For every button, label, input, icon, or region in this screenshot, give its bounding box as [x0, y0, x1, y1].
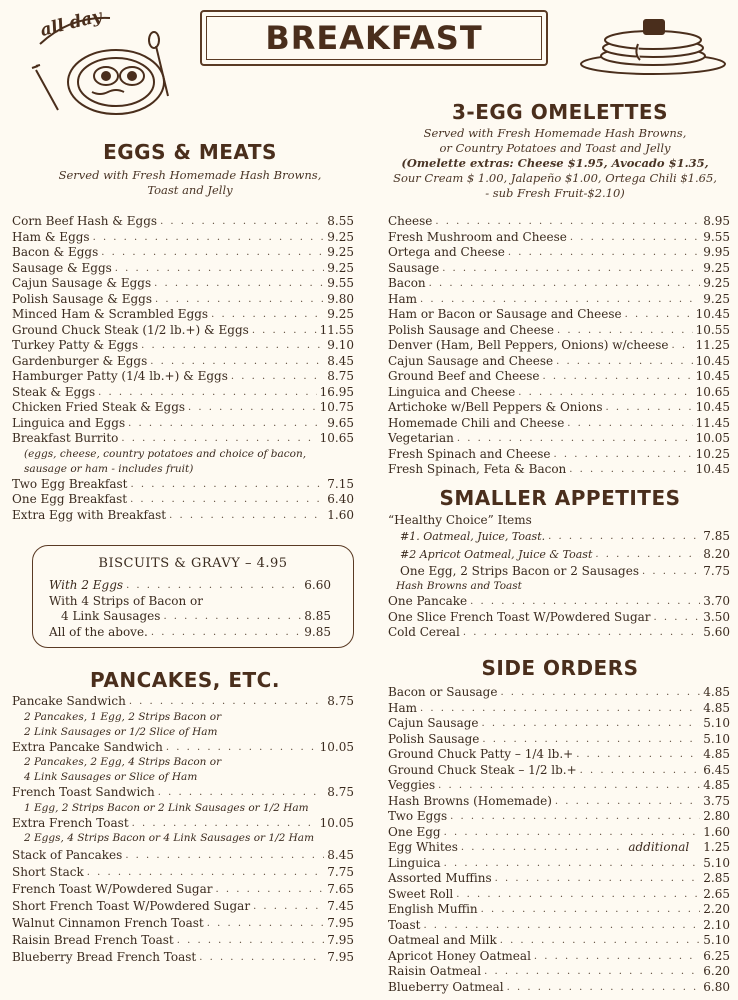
menu-item: Hash Browns (Homemade) . . . 3.75 [388, 794, 730, 810]
item-note: 1 Egg, 2 Strips Bacon or 2 Link Sausages or 1/2 Ham [24, 801, 309, 814]
menu-item: Ground Chuck Steak – 1/2 lb.+ . . . 6.45 [388, 763, 730, 779]
menu-item: Homemade Chili and Cheese . . . 11.45 [388, 416, 730, 432]
menu-item: Extra French Toast . . . 10.05 [12, 816, 354, 832]
omelettes-subtitle: Served with Fresh Homemade Hash Browns, or Country Potatoes and Toast and Jelly (Omelette extras: Cheese $1.95, Avocado $1.35, Sour Cream $ 1.00, Jalapeño $1.00, Ortega Chili $1.65, - sub Fresh Fruit-$2.10) [393, 126, 717, 200]
omelettes-title: 3-EGG OMELETTES [452, 100, 668, 124]
menu-item: Extra Pancake Sandwich . . . 10.05 [12, 740, 354, 756]
menu-item: Chicken Fried Steak & Eggs . . . 10.75 [12, 400, 354, 416]
burrito-note: (eggs, cheese, country potatoes and choice of bacon, [24, 447, 307, 460]
menu-item: Denver (Ham, Bell Peppers, Onions) w/cheese . . . 11.25 [388, 338, 730, 354]
menu-item: Gardenburger & Eggs . . . 8.45 [12, 354, 354, 370]
menu-item: Ground Beef and Cheese . . . 10.45 [388, 369, 730, 385]
item-note: 4 Link Sausages or Slice of Ham [24, 771, 198, 783]
menu-item: Fresh Spinach and Cheese . . . 10.25 [388, 447, 730, 463]
menu-item: One Egg, 2 Strips Bacon or 2 Sausages . . . 7.75 [388, 562, 730, 579]
menu-item: Raisin Oatmeal . . . 6.20 [388, 964, 730, 980]
menu-item: Hamburger Patty (1/4 lb.+) & Eggs . . . 8.75 [12, 369, 354, 385]
menu-item: Polish Sausage . . . 5.10 [388, 732, 730, 748]
menu-item: One Pancake . . . 3.70 [388, 594, 730, 610]
pancakes-title: PANCAKES, ETC. [90, 668, 280, 692]
eggs-meats-list [12, 214, 354, 523]
menu-item: Linguica and Cheese . . . 10.65 [388, 385, 730, 401]
item-note: 2 Pancakes, 1 Egg, 2 Strips Bacon or [24, 710, 222, 723]
menu-item: Minced Ham & Scrambled Eggs . . . 9.25 [12, 307, 354, 323]
eggs-meats-title: EGGS & MEATS [103, 140, 277, 164]
eggs-meats-subtitle: Served with Fresh Homemade Hash Browns, Toast and Jelly [58, 168, 322, 197]
menu-item: Egg Whites . . . additional 1.25 [388, 840, 730, 856]
item-note: Hash Browns and Toast [396, 580, 522, 592]
menu-item: French Toast W/Powdered Sugar . . . 7.65 [12, 881, 354, 898]
menu-item: Artichoke w/Bell Peppers & Onions . . . 10.45 [388, 400, 730, 416]
menu-item: Apricot Honey Oatmeal . . . 6.25 [388, 949, 730, 965]
menu-item: 4 Link Sausages . . . 8.85 [49, 609, 331, 625]
menu-item: Assorted Muffins . . . 2.85 [388, 871, 730, 887]
menu-item: Ortega and Cheese . . . 9.95 [388, 245, 730, 261]
menu-item: Pancake Sandwich . . . 8.75 [12, 694, 354, 710]
menu-item: Turkey Patty & Eggs . . . 9.10 [12, 338, 354, 354]
menu-item: One Slice French Toast W/Powdered Sugar . . . 3.50 [388, 610, 730, 626]
menu-item: Two Eggs . . . 2.80 [388, 809, 730, 825]
burrito-note: sausage or ham - includes fruit) [24, 462, 194, 475]
breakfast-plate-logo-icon [28, 6, 178, 118]
menu-item: Fresh Spinach, Feta & Bacon . . . 10.45 [388, 462, 730, 478]
menu-item: Raisin Bread French Toast . . . 7.95 [12, 932, 354, 949]
menu-item: #2 Apricot Oatmeal, Juice & Toast . . . 8.20 [388, 544, 730, 562]
healthy-choice-label: “Healthy Choice” Items [388, 513, 532, 527]
pancakes-list [12, 694, 354, 966]
page-title: BREAKFAST [265, 19, 483, 57]
menu-item: Ground Chuck Patty – 1/4 lb.+ . . . 4.85 [388, 747, 730, 763]
menu-item: English Muffin . . . 2.20 [388, 902, 730, 918]
menu-item: Bacon & Eggs . . . 9.25 [12, 245, 354, 261]
menu-item: Stack of Pancakes . . . 8.45 [12, 848, 354, 864]
pancake-stack-icon [578, 14, 728, 76]
menu-item: Ground Chuck Steak (1/2 lb.+) & Eggs . . . 11.55 [12, 323, 354, 339]
menu-item: Toast . . . 2.10 [388, 918, 730, 934]
menu-item: Two Egg Breakfast . . . 7.15 [12, 477, 354, 493]
omelettes-list [388, 214, 730, 478]
menu-item: Extra Egg with Breakfast . . . 1.60 [12, 508, 354, 524]
smaller-appetites-title: SMALLER APPETITES [439, 486, 681, 510]
menu-item: Breakfast Burrito . . . 10.65 [12, 431, 354, 447]
menu-item: Vegetarian . . . 10.05 [388, 431, 730, 447]
menu-item: Blueberry Bread French Toast . . . 7.95 [12, 949, 354, 966]
menu-item: Short French Toast W/Powdered Sugar . . . 7.45 [12, 898, 354, 915]
menu-item: Polish Sausage & Eggs . . . 9.80 [12, 292, 354, 308]
menu-item: Cajun Sausage . . . 5.10 [388, 716, 730, 732]
menu-item: Linguica and Eggs . . . 9.65 [12, 416, 354, 432]
menu-item: Steak & Eggs . . . 16.95 [12, 385, 354, 401]
menu-item: Cheese . . . 8.95 [388, 214, 730, 230]
menu-item: Ham or Bacon or Sausage and Cheese . . . 10.45 [388, 307, 730, 323]
biscuits-title: BISCUITS & GRAVY – 4.95 [98, 556, 288, 571]
menu-item: One Egg Breakfast . . . 6.40 [12, 492, 354, 508]
additional-label: additional [628, 840, 690, 854]
menu-item: Cold Cereal . . . 5.60 [388, 625, 730, 641]
biscuits-gravy-box [32, 545, 354, 648]
menu-item: Bacon . . . 9.25 [388, 276, 730, 292]
menu-item: Blueberry Oatmeal . . . 6.80 [388, 980, 730, 996]
menu-item: With 2 Eggs . . . 6.60 [49, 578, 331, 594]
side-orders-list [388, 685, 730, 995]
menu-item: Sausage & Eggs . . . 9.25 [12, 261, 354, 277]
menu-item: Ham . . . 9.25 [388, 292, 730, 308]
logo-text: all day [38, 6, 104, 41]
item-note: 2 Pancakes, 2 Egg, 4 Strips Bacon or [24, 756, 222, 768]
smaller-appetites-list [388, 513, 730, 641]
menu-item: Oatmeal and Milk . . . 5.10 [388, 933, 730, 949]
menu-item: Corn Beef Hash & Eggs . . . 8.55 [12, 214, 354, 230]
menu-item: Fresh Mushroom and Cheese . . . 9.55 [388, 230, 730, 246]
side-orders-title: SIDE ORDERS [481, 656, 639, 680]
menu-item: Linguica . . . 5.10 [388, 856, 730, 872]
menu-item: Short Stack . . . 7.75 [12, 864, 354, 881]
biscuits-bacon-label: With 4 Strips of Bacon or [49, 593, 203, 608]
menu-item: Sweet Roll . . . 2.65 [388, 887, 730, 903]
menu-item: One Egg . . . 1.60 [388, 825, 730, 841]
menu-item: Veggies . . . 4.85 [388, 778, 730, 794]
menu-item: Bacon or Sausage . . . 4.85 [388, 685, 730, 701]
menu-item: Cajun Sausage and Cheese . . . 10.45 [388, 354, 730, 370]
item-note: 2 Eggs, 4 Strips Bacon or 4 Link Sausages or 1/2 Ham [24, 832, 315, 844]
menu-item: #1. Oatmeal, Juice, Toast. . . . 7.85 [388, 529, 730, 545]
menu-item: Sausage . . . 9.25 [388, 261, 730, 277]
title-banner [200, 10, 548, 66]
menu-item: Polish Sausage and Cheese . . . 10.55 [388, 323, 730, 339]
menu-item: Walnut Cinnamon French Toast . . . 7.95 [12, 915, 354, 932]
item-note: 2 Link Sausages or 1/2 Slice of Ham [24, 725, 218, 738]
menu-item: Ham . . . 4.85 [388, 701, 730, 717]
menu-item: All of the above. . . . 9.85 [49, 625, 331, 641]
menu-item: Ham & Eggs . . . 9.25 [12, 230, 354, 246]
menu-item: Cajun Sausage & Eggs . . . 9.55 [12, 276, 354, 292]
menu-item: French Toast Sandwich . . . 8.75 [12, 785, 354, 801]
